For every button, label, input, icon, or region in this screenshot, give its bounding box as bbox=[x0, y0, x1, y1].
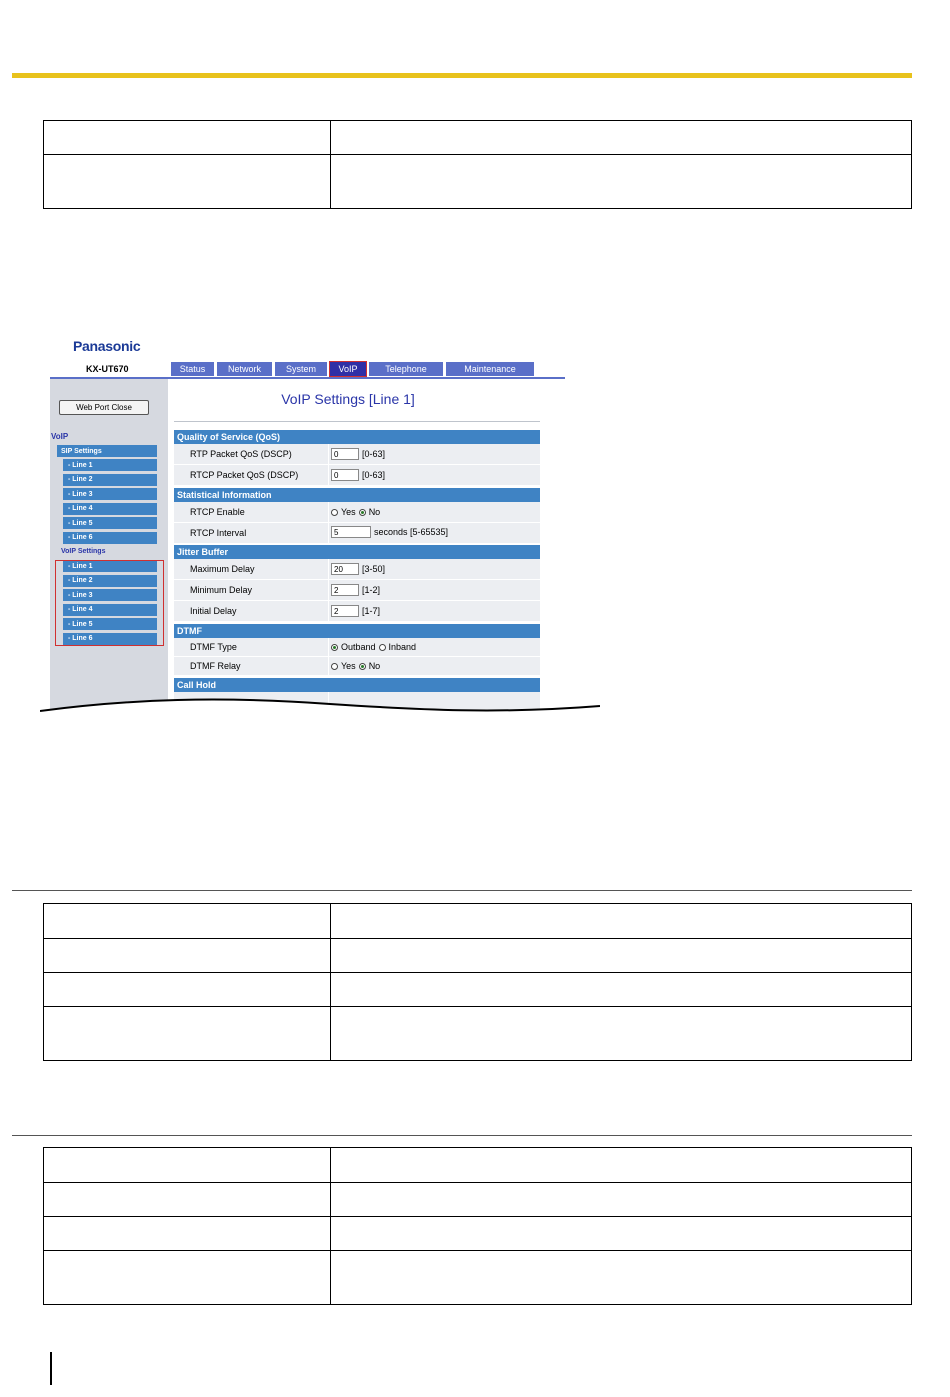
table-cell bbox=[44, 939, 331, 973]
table-row bbox=[44, 1007, 912, 1061]
sidebar-item-sip-line-2[interactable]: - Line 2 bbox=[63, 474, 157, 486]
row-label: RTCP Enable bbox=[190, 507, 245, 517]
table-row bbox=[44, 1148, 912, 1183]
web-port-close-button[interactable]: Web Port Close bbox=[59, 400, 149, 415]
sidebar-item-sip-settings[interactable]: SIP Settings bbox=[57, 445, 157, 457]
row-rtcp-qos bbox=[174, 465, 540, 486]
section-statistical: Statistical Information bbox=[174, 488, 540, 502]
row-label: RTCP Interval bbox=[190, 528, 247, 538]
table-cell bbox=[44, 1007, 331, 1061]
rtcp-enable-yes-radio[interactable] bbox=[331, 509, 338, 516]
page-title: VoIP Settings [Line 1] bbox=[281, 391, 415, 407]
tab-network[interactable]: Network bbox=[217, 362, 272, 376]
row-label: Minimum Delay bbox=[190, 585, 253, 595]
table-cell bbox=[44, 1217, 331, 1251]
tab-telephone[interactable]: Telephone bbox=[369, 362, 443, 376]
max-delay-input[interactable]: 20 bbox=[331, 563, 359, 575]
section-call-hold: Call Hold bbox=[174, 678, 540, 692]
row-label: DTMF Relay bbox=[190, 661, 241, 671]
table-row bbox=[44, 973, 912, 1007]
dtmf-outband-radio[interactable] bbox=[331, 644, 338, 651]
sidebar-item-voip-line-6[interactable]: - Line 6 bbox=[63, 633, 157, 645]
rtcp-qos-input[interactable]: 0 bbox=[331, 469, 359, 481]
table-row bbox=[44, 939, 912, 973]
row-initial-delay bbox=[174, 601, 540, 622]
section-dtmf: DTMF bbox=[174, 624, 540, 638]
title-divider bbox=[174, 421, 540, 422]
row-rtcp-interval bbox=[174, 523, 540, 544]
table-cell bbox=[331, 904, 912, 939]
range-hint: [0-63] bbox=[362, 449, 386, 459]
sidebar-item-voip-line-3[interactable]: - Line 3 bbox=[63, 589, 157, 601]
radio-label: Outband bbox=[341, 642, 376, 652]
range-hint: [3-50] bbox=[362, 564, 386, 574]
table-cell bbox=[331, 973, 912, 1007]
table-cell bbox=[44, 904, 331, 939]
radio-label: Yes bbox=[341, 507, 356, 517]
range-hint: [1-7] bbox=[362, 606, 381, 616]
sidebar-item-sip-line-5[interactable]: - Line 5 bbox=[63, 517, 157, 529]
table-cell bbox=[44, 121, 331, 155]
table-row bbox=[44, 1251, 912, 1305]
table-cell bbox=[44, 973, 331, 1007]
row-label: RTCP Packet QoS (DSCP) bbox=[190, 470, 299, 480]
table-cell bbox=[331, 155, 912, 209]
range-hint: seconds [5-65535] bbox=[374, 527, 449, 537]
sidebar-item-voip-line-5[interactable]: - Line 5 bbox=[63, 618, 157, 630]
sidebar-heading: VoIP bbox=[51, 432, 69, 441]
rtp-qos-input[interactable]: 0 bbox=[331, 448, 359, 460]
row-rtp-qos bbox=[174, 444, 540, 465]
row-dtmf-relay bbox=[174, 657, 540, 676]
table-cell bbox=[331, 1148, 912, 1183]
radio-label: No bbox=[368, 661, 381, 671]
row-dtmf-type bbox=[174, 638, 540, 657]
section-rule bbox=[12, 890, 912, 891]
tab-system[interactable]: System bbox=[275, 362, 327, 376]
radio-label: No bbox=[368, 507, 381, 517]
dtmf-relay-yes-radio[interactable] bbox=[331, 663, 338, 670]
radio-label: Yes bbox=[341, 661, 356, 671]
row-label: Initial Delay bbox=[190, 606, 237, 616]
highlight-box bbox=[55, 560, 164, 646]
header-rule bbox=[12, 73, 912, 78]
radio-label: Inband bbox=[388, 642, 417, 652]
torn-edge-divider bbox=[40, 690, 600, 730]
dtmf-inband-radio[interactable] bbox=[379, 644, 386, 651]
section-qos: Quality of Service (QoS) bbox=[174, 430, 540, 444]
dtmf-relay-no-radio[interactable] bbox=[359, 663, 366, 670]
row-max-delay bbox=[174, 559, 540, 580]
table-row bbox=[44, 121, 912, 155]
rtcp-interval-input[interactable]: 5 bbox=[331, 526, 371, 538]
table-cell bbox=[331, 939, 912, 973]
table-cell bbox=[331, 1007, 912, 1061]
range-hint: [1-2] bbox=[362, 585, 381, 595]
sidebar-item-voip-line-4[interactable]: - Line 4 bbox=[63, 604, 157, 616]
section-jitter: Jitter Buffer bbox=[174, 545, 540, 559]
row-label: Maximum Delay bbox=[190, 564, 255, 574]
table-row bbox=[44, 904, 912, 939]
table-cell bbox=[331, 1217, 912, 1251]
table-cell bbox=[44, 155, 331, 209]
web-ui-screenshot bbox=[50, 330, 570, 720]
tab-maintenance[interactable]: Maintenance bbox=[446, 362, 534, 376]
range-hint: [0-63] bbox=[362, 470, 386, 480]
table-row bbox=[44, 1183, 912, 1217]
sidebar-item-sip-line-6[interactable]: - Line 6 bbox=[63, 532, 157, 544]
settings-panel bbox=[168, 379, 565, 720]
sidebar-item-sip-line-1[interactable]: - Line 1 bbox=[63, 459, 157, 471]
row-rtcp-enable bbox=[174, 502, 540, 523]
initial-delay-input[interactable]: 2 bbox=[331, 605, 359, 617]
row-label: DTMF Type bbox=[190, 642, 237, 652]
min-delay-input[interactable]: 2 bbox=[331, 584, 359, 596]
page-margin-bar bbox=[50, 1352, 52, 1385]
table-cell bbox=[331, 1183, 912, 1217]
model-label: KX-UT670 bbox=[86, 364, 129, 374]
sidebar-item-voip-line-1[interactable]: - Line 1 bbox=[63, 560, 157, 572]
table-cell bbox=[331, 121, 912, 155]
table-cell bbox=[331, 1251, 912, 1305]
rtcp-enable-no-radio[interactable] bbox=[359, 509, 366, 516]
tab-voip[interactable]: VoIP bbox=[330, 362, 366, 376]
tab-status[interactable]: Status bbox=[171, 362, 214, 376]
sidebar-item-voip-line-2[interactable]: - Line 2 bbox=[63, 575, 157, 587]
info-table-3 bbox=[43, 1147, 912, 1305]
row-min-delay bbox=[174, 580, 540, 601]
sidebar-item-sip-line-3[interactable]: - Line 3 bbox=[63, 488, 157, 500]
section-rule bbox=[12, 1135, 912, 1136]
table-row bbox=[44, 155, 912, 209]
table-cell bbox=[44, 1148, 331, 1183]
sidebar-item-voip-settings[interactable]: VoIP Settings bbox=[61, 547, 106, 555]
info-table-1 bbox=[43, 120, 912, 209]
table-cell bbox=[44, 1251, 331, 1305]
row-label: RTP Packet QoS (DSCP) bbox=[190, 449, 292, 459]
main-tabs bbox=[171, 362, 534, 377]
info-table-2 bbox=[43, 903, 912, 1061]
sidebar-item-sip-line-4[interactable]: - Line 4 bbox=[63, 503, 157, 515]
sidebar bbox=[50, 379, 168, 720]
table-row bbox=[44, 1217, 912, 1251]
table-cell bbox=[44, 1183, 331, 1217]
panasonic-logo: Panasonic bbox=[73, 338, 141, 354]
